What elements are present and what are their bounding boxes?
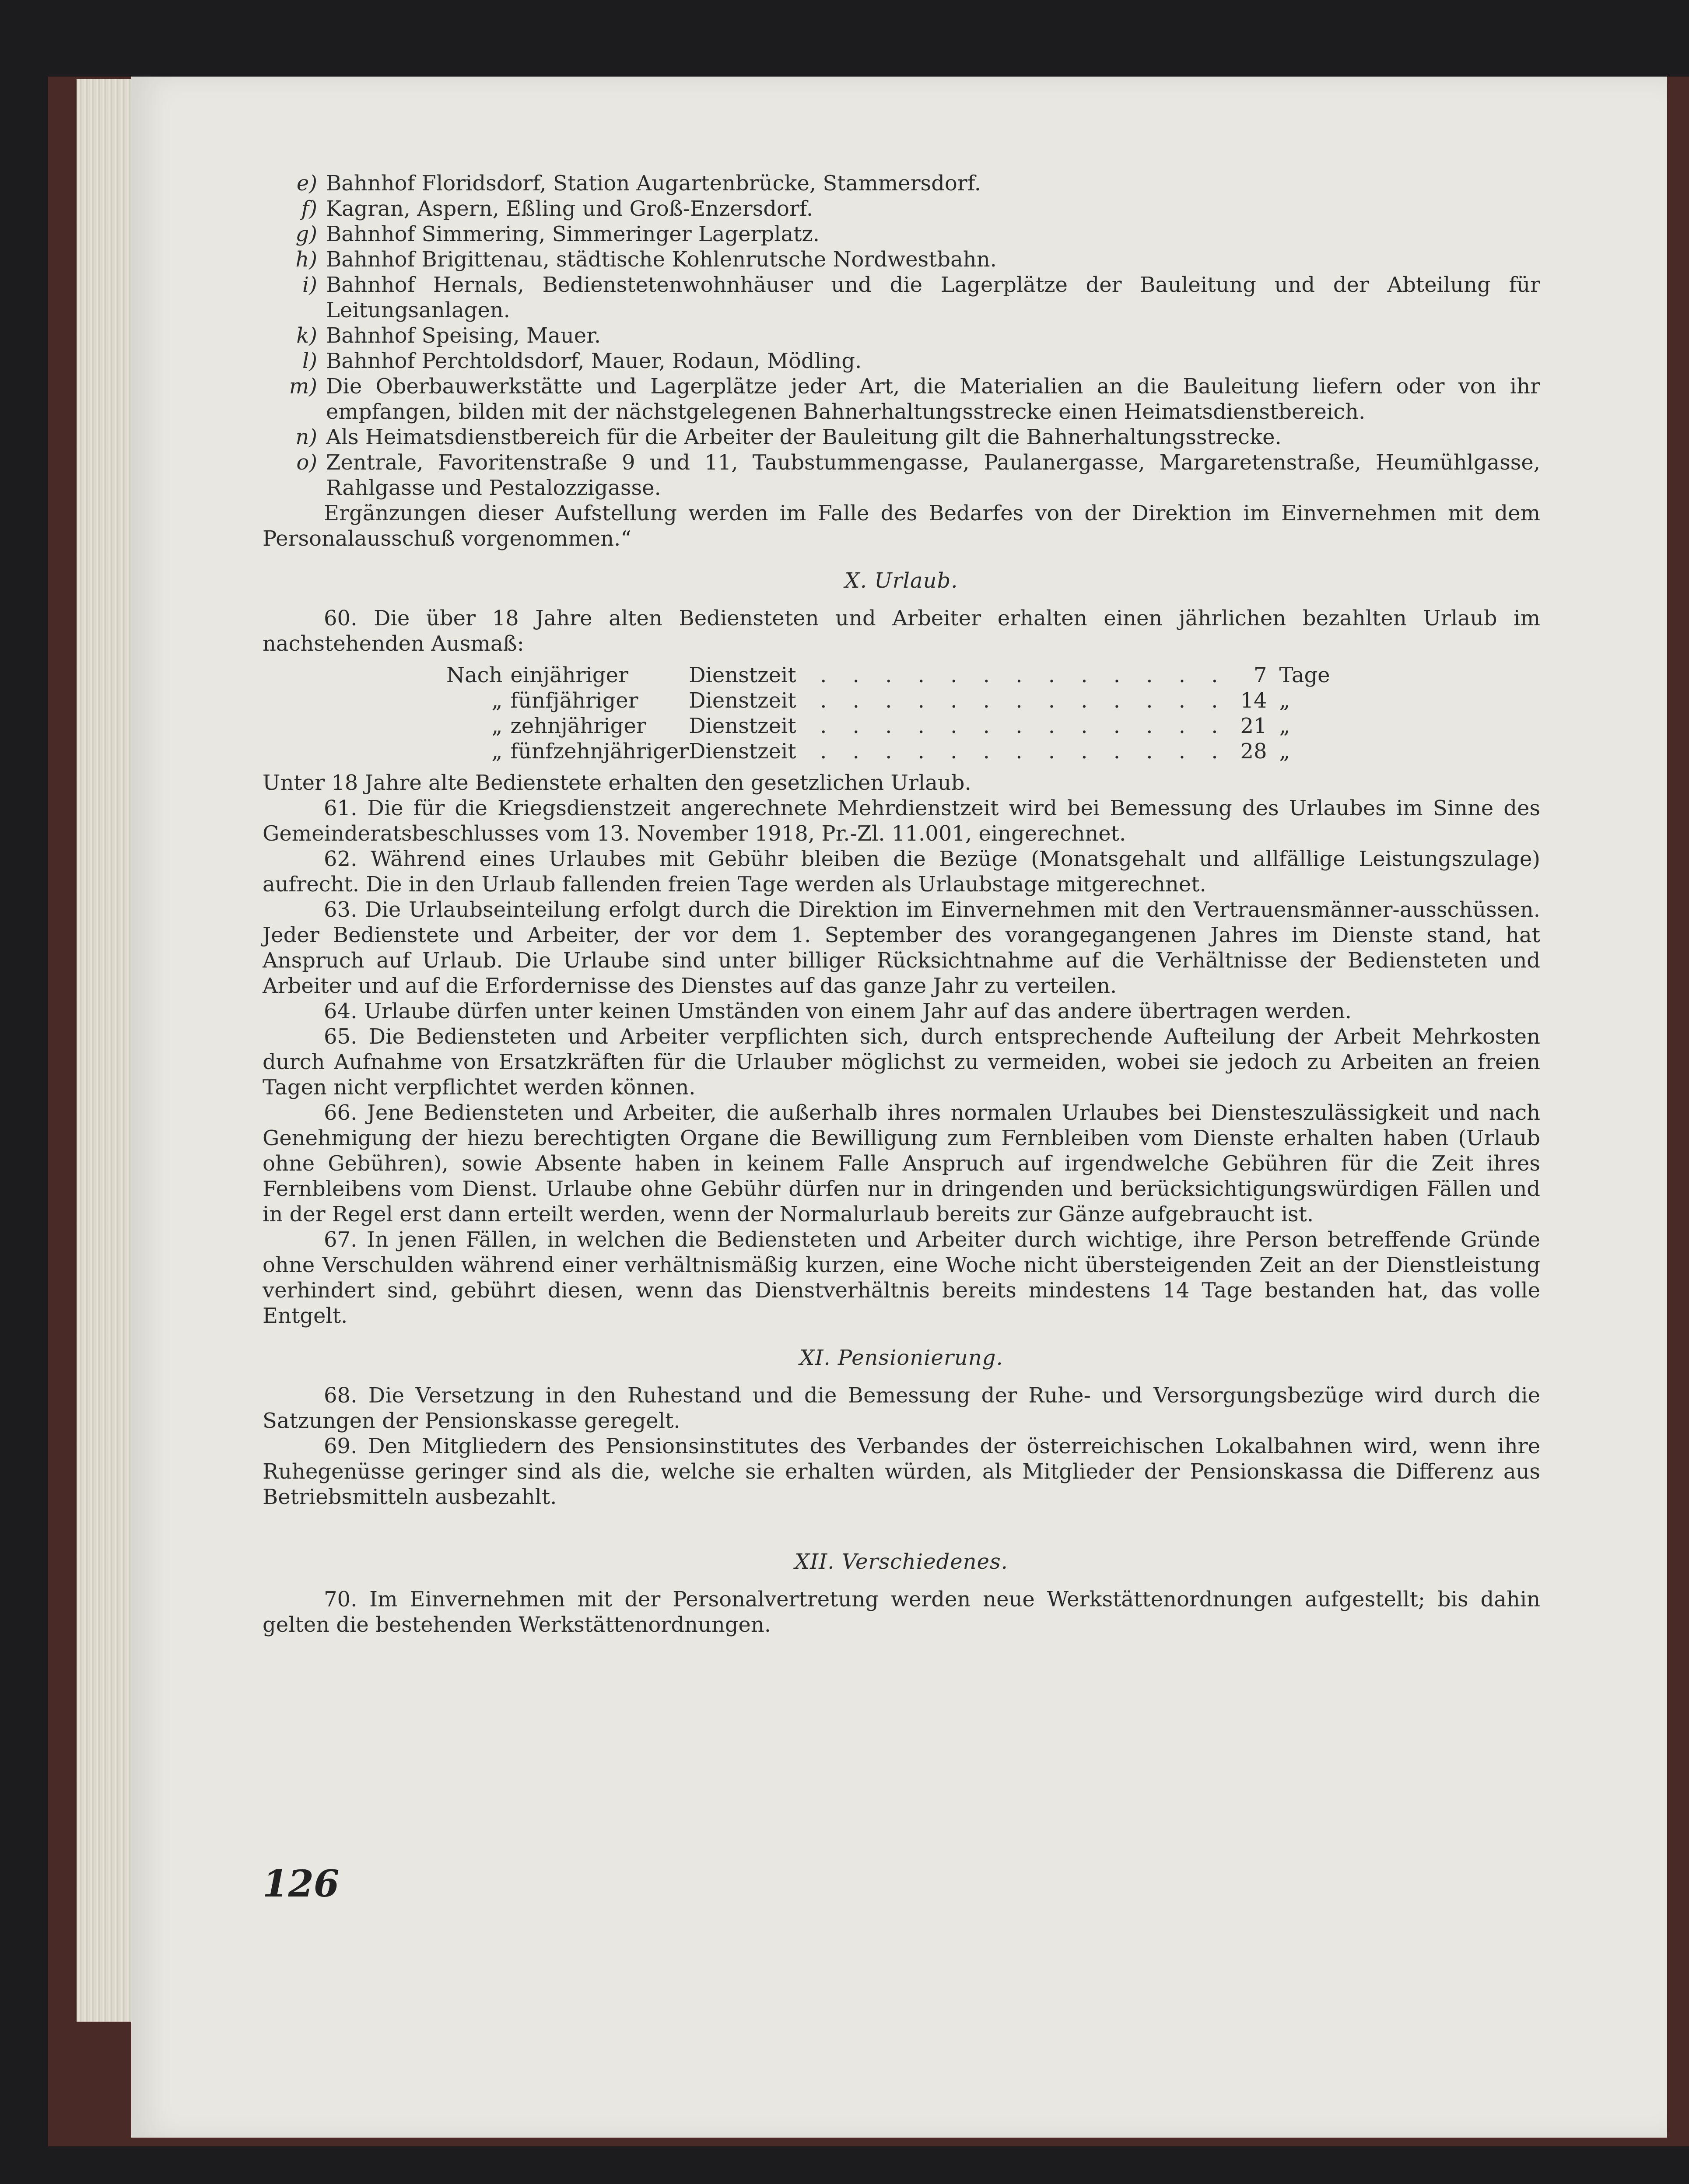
leave-label: Dienstzeit [689,663,796,687]
leader-dots: . . . . . . . . . . . . . [820,739,1228,764]
list-item-label: m) [289,374,317,399]
list-item-label: k) [296,323,317,348]
leave-days: 28 [1240,739,1267,764]
leader-dots: . . . . . . . . . . . . . [820,663,1228,687]
list-item-text: Zentrale, Favoritenstraße 9 und 11, Taubstummengasse, Paulanergasse, Margaretenstraße, Heumühlgasse, Rahlgasse und Pestalozzigasse. [326,450,1540,500]
under18-paragraph: Unter 18 Jahre alte Bedienstete erhalten den gesetzlichen Urlaub. [263,771,971,795]
leave-duration: zehnjähriger [510,714,646,738]
leave-duration: fünfzehnjähriger [510,739,689,764]
list-item [263,247,1540,272]
leave-label: Dienstzeit [689,688,796,713]
list-item-label: l) [302,349,317,373]
paragraph-68: 68. Die Versetzung in den Ruhestand und die Bemessung der Ruhe- und Versorgungsbezüge wird durch die Satzungen der Pensionskasse geregelt. [263,1383,1540,1433]
paragraph-61: 61. Die für die Kriegsdienstzeit angerechnete Mehrdienstzeit wird bei Bemessung des Urlaubes im Sinne des Gemeinderatsbeschlusses vom 13. November 1918, Pr.-Zl. 11.001, eingerechnet. [263,796,1540,846]
paragraph-67: 67. In jenen Fällen, in welchen die Bediensteten und Arbeiter durch wichtige, ihre Person betreffende Gründe ohne Verschulden während einer verhältnismäßig kurzen, eine Woche nicht übersteigenden Zeit an der Dienstleistung verhindert sind, gebührt diesen, wenn das Dienstverhältnis bereits mindestens 14 Tage bestanden hat, das volle Entgelt. [263,1227,1540,1328]
list-item-text: Bahnhof Hernals, Bedienstetenwohnhäuser und die Lagerplätze der Bauleitung und der Abteilung für Leitungsanlagen. [326,273,1540,323]
leave-table [446,663,1341,764]
list-item-text: Bahnhof Floridsdorf, Station Augartenbrücke, Stammersdorf. [326,171,981,196]
list-item-label: o) [296,450,317,475]
paragraph-69: 69. Den Mitgliedern des Pensionsinstitutes des Verbandes der österreichischen Lokalbahnen wird, wenn ihre Ruhegenüsse geringer sind als die, welche sie erhalten würden, als Mitglieder der Pensionskassa die Differenz aus Betriebsmitteln ausbezahlt. [263,1434,1540,1509]
list-item [263,196,1540,221]
list-item-label: e) [296,171,317,196]
leave-prefix: „ [491,739,503,764]
page-content [263,171,1540,1637]
list-item-label: h) [295,247,317,272]
location-list [263,171,1540,501]
list-item [263,450,1540,501]
leave-label: Dienstzeit [689,739,796,764]
section-heading-verschiedenes: XII. Verschiedenes. [795,1549,1008,1574]
paragraph-65: 65. Die Bediensteten und Arbeiter verpflichten sich, durch entsprechende Aufteilung der Arbeit Mehrkosten durch Aufnahme von Ersatzkräften für die Urlauber möglichst zu vermeiden, wobei sie jedoch zu Arbeiten an freien Tagen nicht verpflichtet werden können. [263,1024,1540,1100]
paragraph-64: 64. Urlaube dürfen unter keinen Umständen von einem Jahr auf das andere übertragen werden. [324,999,1352,1024]
leave-duration: einjähriger [510,663,628,687]
list-item-label: n) [295,425,317,449]
leave-days: 14 [1240,688,1267,713]
paragraph-60: 60. Die über 18 Jahre alten Bediensteten und Arbeiter erhalten einen jährlichen bezahlten Urlaub im nachstehenden Ausmaß: [263,606,1540,656]
page-number: 126 [263,1862,340,1905]
list-item [263,272,1540,323]
list-item-text: Bahnhof Brigittenau, städtische Kohlenrutsche Nordwestbahn. [326,247,997,272]
leave-prefix: „ [491,714,503,738]
list-item-text: Bahnhof Speising, Mauer. [326,323,601,348]
list-item-label: g) [295,222,317,246]
paragraph-66: 66. Jene Bediensteten und Arbeiter, die außerhalb ihres normalen Urlaubes bei Diensteszulässigkeit und nach Genehmigung der hiezu berechtigten Organe die Bewilligung zum Fernbleiben vom Dienste erhalten haben (Urlaub ohne Gebühren), sowie Absente haben in keinem Falle Anspruch auf irgendwelche Gebühren für die Zeit ihres Fernbleibens vom Dienst. Urlaube ohne Gebühr dürfen nur in dringenden und berücksichtigungswürdigen Fällen und in der Regel erst dann erteilt werden, wenn der Normalurlaub bereits zur Gänze aufgebraucht ist. [263,1101,1540,1227]
list-item-text: Bahnhof Simmering, Simmeringer Lagerplatz. [326,222,820,246]
list-item-text: Kagran, Aspern, Eßling und Groß-Enzersdorf. [326,196,813,221]
list-item-text: Bahnhof Perchtoldsdorf, Mauer, Rodaun, Mödling. [326,349,862,373]
list-item [263,221,1540,247]
supplement-paragraph: Ergänzungen dieser Aufstellung werden im Falle des Bedarfes von der Direktion im Einvernehmen mit dem Personalausschuß vorgenommen.“ [263,501,1540,551]
paragraph-70: 70. Im Einvernehmen mit der Personalvertretung werden neue Werkstättenordnungen aufgestellt; bis dahin gelten die bestehenden Werkstättenordnungen. [263,1587,1540,1637]
list-item-text: Die Oberbauwerkstätte und Lagerplätze jeder Art, die Materialien an die Bauleitung liefern oder von ihr empfangen, bilden mit der nächstgelegenen Bahnerhaltungsstrecke einen Heimatsdienstbereich. [326,374,1540,424]
table-row [446,663,1341,688]
leave-label: Dienstzeit [689,714,796,738]
leader-dots: . . . . . . . . . . . . . [820,688,1228,713]
leave-unit: „ [1279,714,1290,738]
leader-dots: . . . . . . . . . . . . . [820,714,1228,738]
section-heading-urlaub: X. Urlaub. [844,568,958,593]
list-item [263,374,1540,424]
list-item [263,171,1540,196]
paragraph-63: 63. Die Urlaubseinteilung erfolgt durch die Direktion im Einvernehmen mit den Vertrauensmänner-ausschüssen. Jeder Bedienstete und Arbeiter, der vor dem 1. September des vorangegangenen Jahres im Dienste stand, hat Anspruch auf Urlaub. Die Urlaube sind unter billiger Rücksichtnahme auf die Verhältnisse der Bediensteten und Arbeiter und auf die Erfordernisse des Dienstes auf das ganze Jahr zu verteilen. [263,897,1540,998]
list-item [263,424,1540,450]
leave-unit: „ [1279,688,1290,713]
leave-days: 21 [1240,714,1267,738]
table-row [446,688,1341,713]
leave-days: 7 [1254,663,1267,687]
paragraph-62: 62. Während eines Urlaubes mit Gebühr bleiben die Bezüge (Monatsgehalt und allfällige Leistungszulage) aufrecht. Die in den Urlaub fallenden freien Tage werden als Urlaubstage mitgerechnet. [263,847,1540,897]
list-item-label: f) [301,196,317,221]
leave-duration: fünfjähriger [510,688,638,713]
list-item-text: Als Heimatsdienstbereich für die Arbeiter der Bauleitung gilt die Bahnerhaltungsstrecke. [326,425,1282,449]
list-item [263,348,1540,374]
table-row [446,739,1341,764]
section-heading-pensionierung: XI. Pensionierung. [799,1346,1003,1370]
list-item [263,323,1540,348]
leave-unit: Tage [1279,663,1330,687]
leave-unit: „ [1279,739,1290,764]
leave-prefix: Nach [446,663,503,687]
leave-prefix: „ [491,688,503,713]
list-item-label: i) [302,273,317,297]
table-row [446,713,1341,739]
